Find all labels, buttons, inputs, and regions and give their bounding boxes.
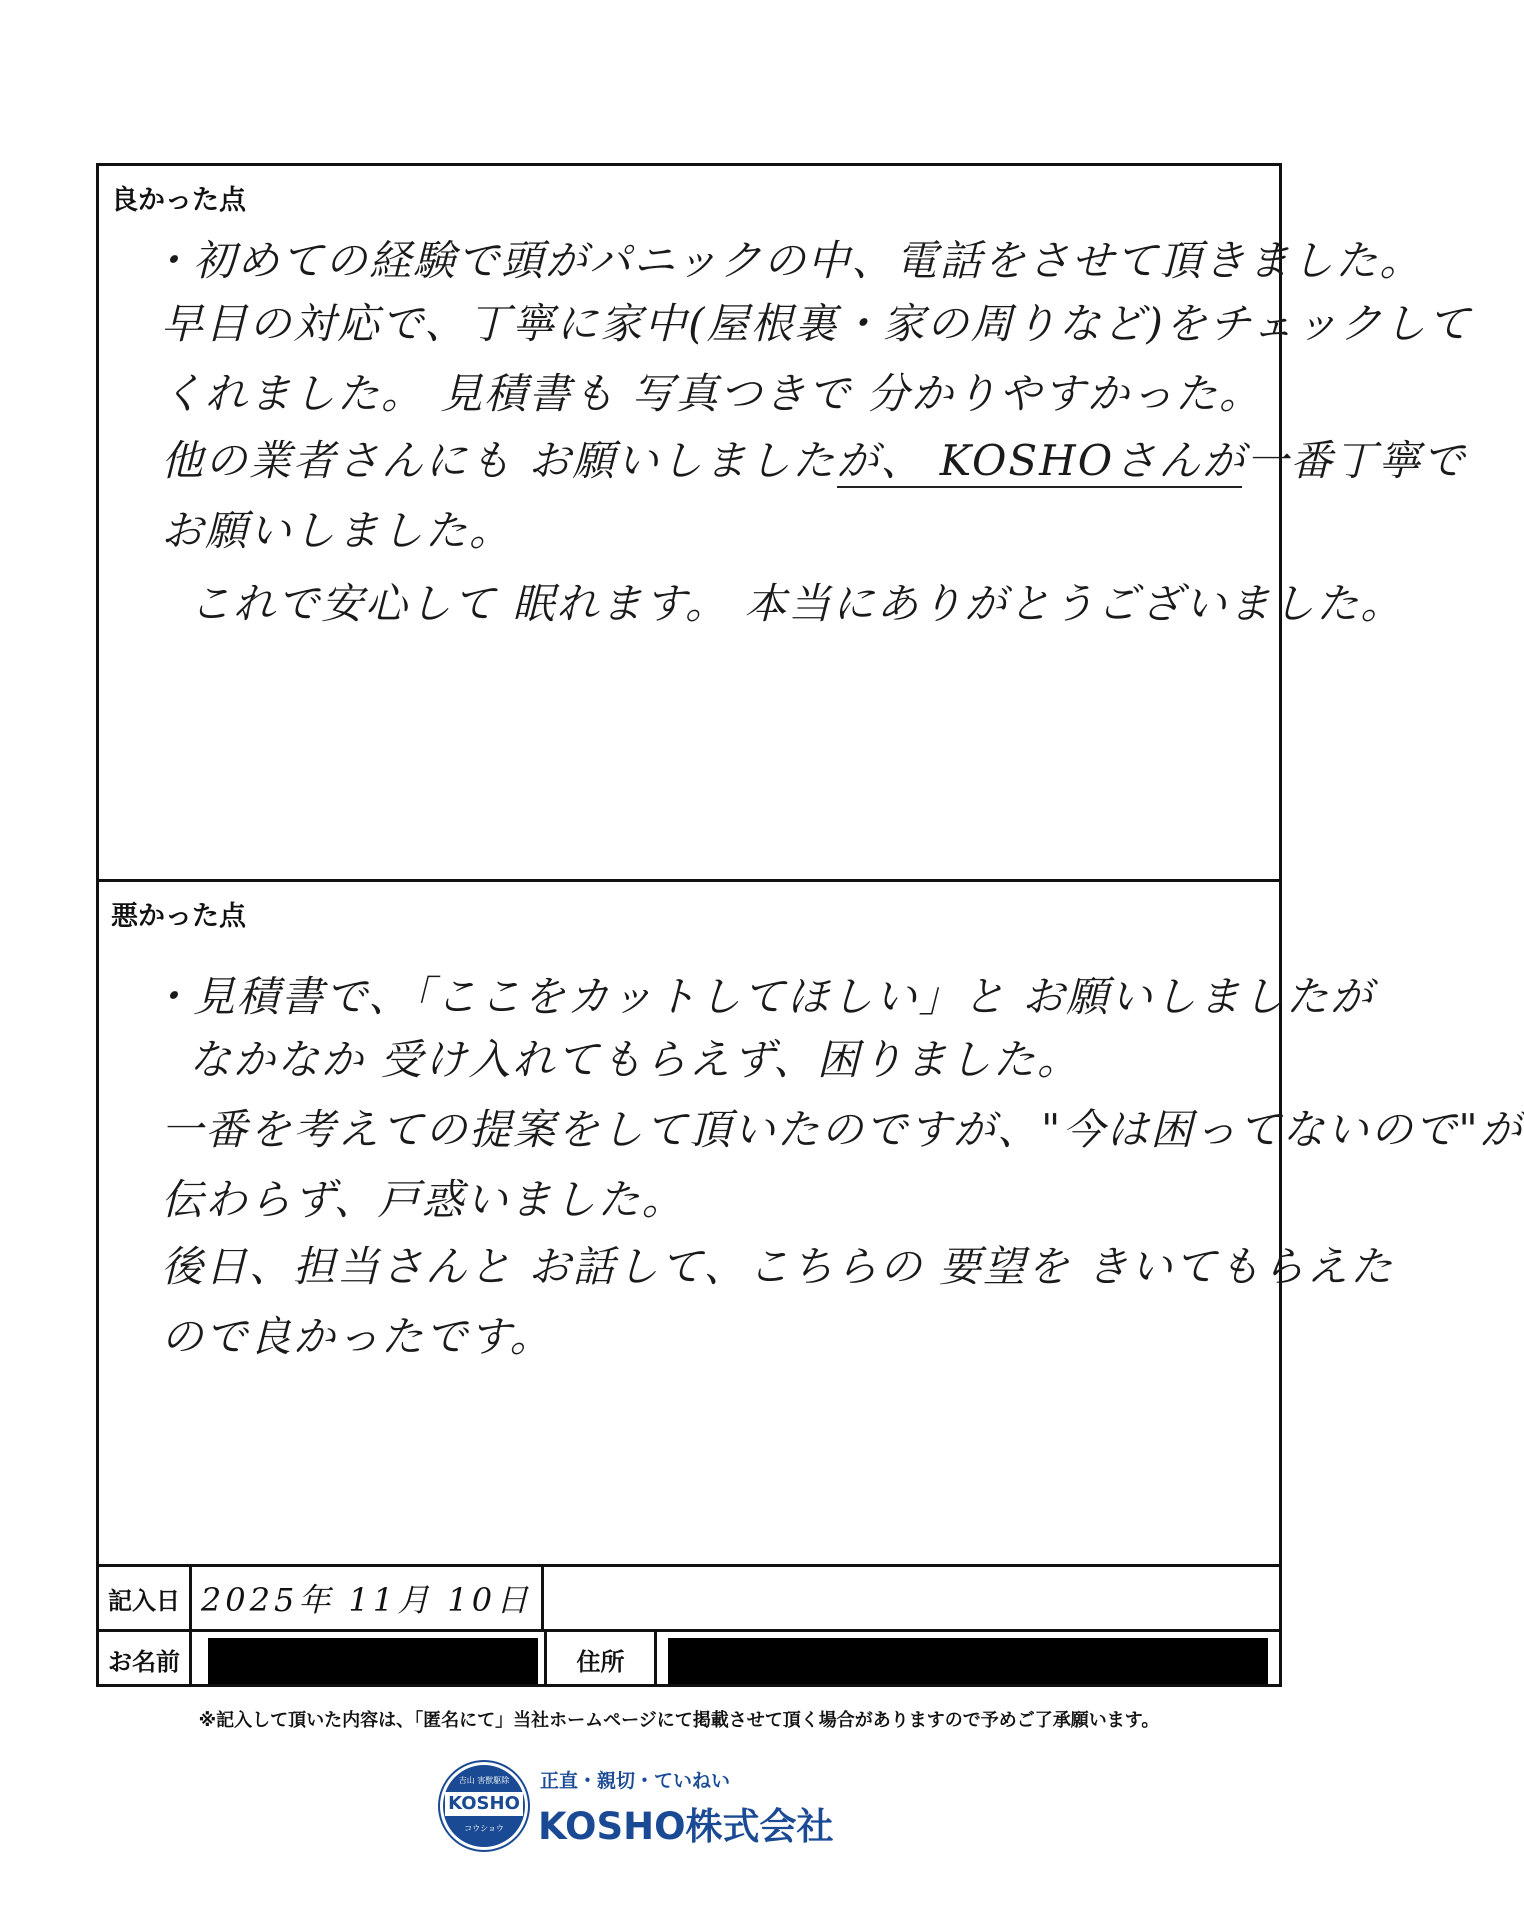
good-line-4: 他の業者さんにも お願いしましたが、 KOSHOさんが一番丁寧で (161, 436, 1467, 485)
kosho-emblem (440, 1762, 528, 1850)
company-name: KOSHO株式会社 (538, 1805, 834, 1848)
footer-note: ※記入して頂いた内容は、「匿名にて」当社ホームページにて掲載させて頂く場合がありますので予めご了承願います。 (198, 1710, 1160, 1731)
company-logo (440, 1760, 860, 1850)
good-line-3: くれました。 見積書も 写真つきで 分かりやすかった。 (161, 369, 1264, 418)
bad-points-title: 悪かった点 (111, 901, 246, 932)
name-address-row (99, 1629, 1279, 1687)
good-line-6: これで安心して 眠れます。 本当にありがとうございました。 (189, 579, 1405, 628)
feedback-form (96, 163, 1524, 1687)
date-value: 2025年 11月 10日 (192, 1567, 544, 1629)
bad-line-3: 一番を考えての提案をして頂いたのですが、"今は困ってないので"が (161, 1105, 1524, 1154)
good-points-title: 良かった点 (111, 185, 246, 216)
emblem-main-text: KOSHO (445, 1792, 523, 1816)
bad-line-1: ・見積書で、「ここをカットしてほしい」と お願いしましたが (149, 972, 1375, 1021)
good-line-1: ・初めての経験で頭がパニックの中、電話をさせて頂きました。 (149, 236, 1424, 285)
bad-line-5: 後日、担当さんと お話して、こちらの 要望を きいてもらえた (161, 1242, 1395, 1291)
bad-line-4: 伝わらず、戸惑いました。 (161, 1175, 686, 1224)
address-redaction (668, 1638, 1268, 1684)
bad-line-6: ので良かったです。 (161, 1312, 554, 1361)
address-label: 住所 (547, 1632, 657, 1687)
company-slogan: 正直・親切・ていねい (540, 1770, 731, 1792)
date-label: 記入日 (99, 1567, 192, 1629)
name-redaction (208, 1638, 538, 1684)
good-line-2: 早目の対応で、丁寧に家中(屋根裏・家の周りなど)をチェックして (161, 299, 1472, 348)
handwritten-underline (837, 486, 1242, 488)
name-label: お名前 (99, 1632, 192, 1687)
emblem-bottom-text: コウショウ (464, 1824, 504, 1833)
bad-points-section (99, 882, 1524, 1564)
date-row (99, 1567, 1279, 1629)
good-points-section (99, 166, 1472, 882)
emblem-top-text: 吉山 害獣駆除 (458, 1776, 510, 1785)
good-line-5: お願いしました。 (161, 506, 514, 555)
bad-line-2: なかなか 受け入れてもらえず、困りました。 (189, 1035, 1081, 1084)
entry-info-table (99, 1564, 1279, 1687)
